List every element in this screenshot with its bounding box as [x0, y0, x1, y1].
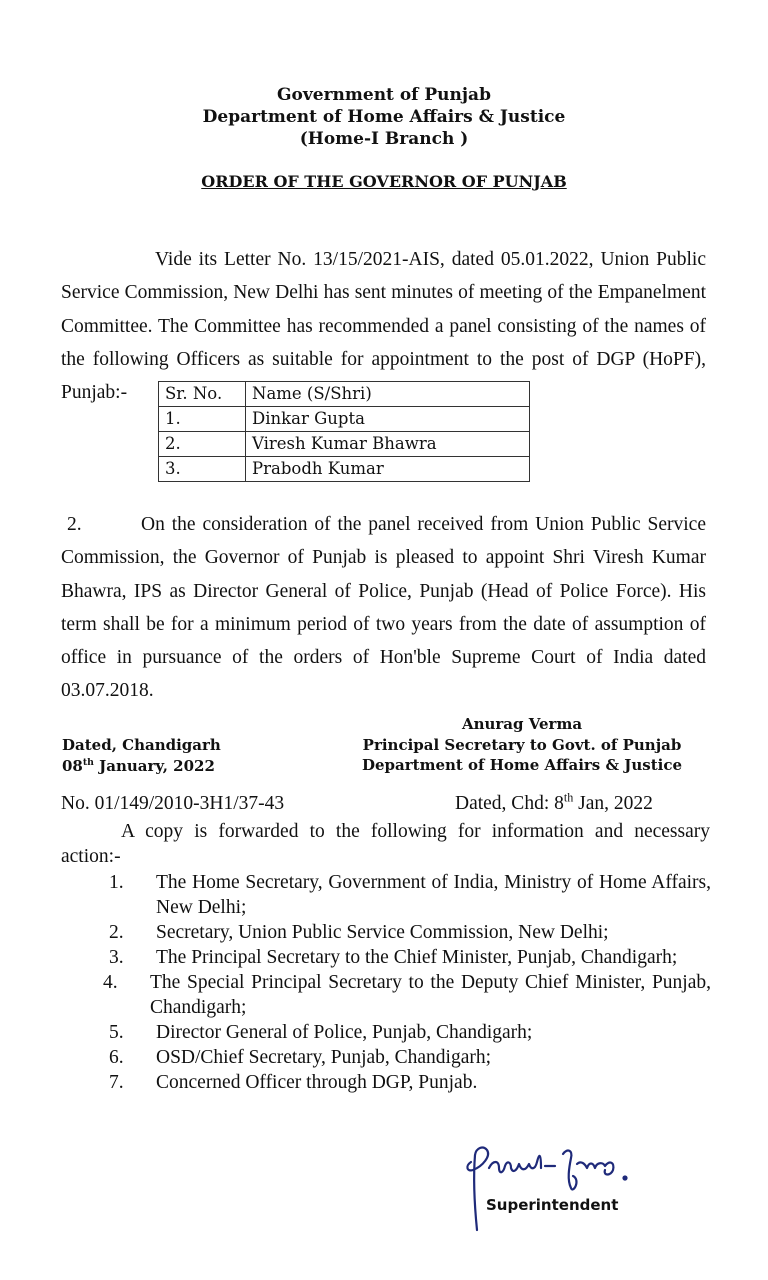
- table-cell-name: Viresh Kumar Bhawra: [246, 432, 530, 457]
- header-department: Department of Home Affairs & Justice: [202, 107, 566, 127]
- paragraph-2-text: On the consideration of the panel received from Union Public Service Commission, the Governor of Punjab is pleased to appoint Shri Viresh Kumar Bhawra, IPS as Director General of Police, Punjab (Head of Police Force). His term shall be for a minimum period of two years from the date of assumption of office in pursuance of the orders of Hon'ble Supreme Court of India dated 03.07.2018.: [61, 514, 706, 702]
- table-cell-sr-no: 3.: [159, 457, 246, 482]
- list-item: 7. Concerned Officer through DGP, Punjab.: [109, 1072, 478, 1093]
- signatory-block: [330, 714, 714, 776]
- table-cell-name: Dinkar Gupta: [246, 407, 530, 432]
- table-row: [159, 457, 530, 482]
- handwritten-signature-icon: [455, 1140, 675, 1240]
- list-item: 6. OSD/Chief Secretary, Punjab, Chandigarh;: [109, 1047, 492, 1068]
- paragraph-1-text: Vide its Letter No. 13/15/2021-AIS, dated 05.01.2022, Union Public Service Commission, New Delhi has sent minutes of meeting of the Empanelment Committee. The Committee has recommended a panel consisting of the names of the following Officers as suitable for appointment to the post of DGP (HoPF), Punjab:-: [61, 249, 706, 404]
- signatory-name: Anurag Verma: [461, 715, 583, 733]
- table-header-row: [159, 382, 530, 407]
- panel-table: [158, 381, 530, 482]
- paragraph-2-number: 2.: [67, 514, 82, 535]
- list-item: 3. The Principal Secretary to the Chief Minister, Punjab, Chandigarh;: [109, 947, 678, 968]
- list-item: 2. Secretary, Union Public Service Commission, New Delhi;: [109, 922, 609, 943]
- table-cell-sr-no: 2.: [159, 432, 246, 457]
- table-cell-sr-no: 1.: [159, 407, 246, 432]
- dated-date: 08th January, 2022: [62, 756, 215, 775]
- paragraph-2: [61, 508, 706, 708]
- signatory-designation: Principal Secretary to Govt. of Punjab: [362, 735, 682, 754]
- table-header-name: Name (S/Shri): [246, 382, 530, 407]
- table-row: [159, 407, 530, 432]
- table-header-sr-no: Sr. No.: [159, 382, 246, 407]
- signatory-department: Department of Home Affairs & Justice: [361, 756, 682, 774]
- list-item: 4. The Special Principal Secretary to the Deputy Chief Minister, Punjab, Chandigarh;: [103, 972, 711, 1018]
- table-cell-name: Prabodh Kumar: [246, 457, 530, 482]
- header-branch: (Home-I Branch ): [299, 129, 469, 149]
- signature-label: Superintendent: [486, 1196, 619, 1214]
- order-title: ORDER OF THE GOVERNOR OF PUNJAB: [201, 172, 567, 191]
- list-item: 1. The Home Secretary, Government of India, Ministry of Home Affairs, New Delhi;: [109, 872, 711, 918]
- endorsement-ref-no: No. 01/149/2010-3H1/37-43: [61, 793, 285, 814]
- endorsement-date: Dated, Chd: 8th Jan, 2022: [455, 790, 653, 814]
- table-row: [159, 432, 530, 457]
- dated-block: [62, 735, 221, 776]
- header-government: Government of Punjab: [277, 85, 491, 105]
- endorsement-intro: A copy is forwarded to the following for information and necessary action:-: [61, 821, 710, 867]
- list-item: 5. Director General of Police, Punjab, Chandigarh;: [109, 1022, 533, 1043]
- dated-place: Dated, Chandigarh: [62, 736, 221, 754]
- recipients-list: [61, 870, 711, 1095]
